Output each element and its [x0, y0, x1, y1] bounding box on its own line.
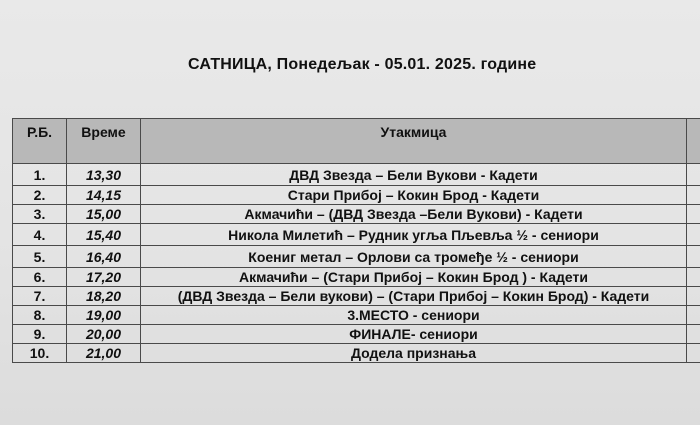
- row-number: 6.: [13, 268, 67, 287]
- row-extra-cell: [687, 344, 700, 363]
- schedule-title: САТНИЦА, Понедељак - 05.01. 2025. године: [188, 56, 537, 73]
- row-match: 3.МЕСТО - сениори: [141, 306, 687, 325]
- table-row: [13, 164, 700, 186]
- row-time: 17,20: [67, 268, 141, 287]
- row-extra-cell: [687, 224, 700, 246]
- row-number: 8.: [13, 306, 67, 325]
- row-extra-cell: [687, 325, 700, 344]
- row-number: 3.: [13, 205, 67, 224]
- row-time: 21,00: [67, 344, 141, 363]
- row-number: 4.: [13, 224, 67, 246]
- table-row: [13, 246, 700, 268]
- row-extra-cell: [687, 186, 700, 205]
- table-header-row: [13, 119, 700, 164]
- schedule-table: [12, 118, 700, 363]
- row-extra-cell: [687, 268, 700, 287]
- table-row: [13, 344, 700, 363]
- row-extra-cell: [687, 306, 700, 325]
- row-extra-cell: [687, 246, 700, 268]
- table-row: [13, 186, 700, 205]
- header-rb: Р.Б.: [13, 119, 67, 164]
- table-row: [13, 268, 700, 287]
- row-number: 9.: [13, 325, 67, 344]
- row-match: (ДВД Звезда – Бели вукови) – (Стари Прибој – Кокин Брод) - Кадети: [141, 287, 687, 306]
- row-time: 19,00: [67, 306, 141, 325]
- row-time: 16,40: [67, 246, 141, 268]
- row-match: Акмачићи – (ДВД Звезда –Бели Вукови) - Кадети: [141, 205, 687, 224]
- row-match: Акмачићи – (Стари Прибој – Кокин Брод ) - Кадети: [141, 268, 687, 287]
- header-time: Време: [67, 119, 141, 164]
- row-time: 15,00: [67, 205, 141, 224]
- row-time: 18,20: [67, 287, 141, 306]
- row-number: 2.: [13, 186, 67, 205]
- header-match: Утакмица: [141, 119, 687, 164]
- row-match: Додела признања: [141, 344, 687, 363]
- table-row: [13, 325, 700, 344]
- row-time: 14,15: [67, 186, 141, 205]
- row-number: 1.: [13, 164, 67, 186]
- row-extra-cell: [687, 164, 700, 186]
- row-match: Никола Милетић – Рудник угља Пљевља ½ - сениори: [141, 224, 687, 246]
- table-row: [13, 205, 700, 224]
- row-extra-cell: [687, 205, 700, 224]
- row-match: Стари Прибој – Кокин Брод - Кадети: [141, 186, 687, 205]
- row-time: 15,40: [67, 224, 141, 246]
- row-match: ФИНАЛЕ- сениори: [141, 325, 687, 344]
- row-extra-cell: [687, 287, 700, 306]
- header-extra-column: [687, 119, 700, 164]
- row-number: 5.: [13, 246, 67, 268]
- row-number: 10.: [13, 344, 67, 363]
- table-row: [13, 287, 700, 306]
- table-row: [13, 224, 700, 246]
- row-time: 20,00: [67, 325, 141, 344]
- row-number: 7.: [13, 287, 67, 306]
- table-row: [13, 306, 700, 325]
- row-time: 13,30: [67, 164, 141, 186]
- row-match: ДВД Звезда – Бели Вукови - Кадети: [141, 164, 687, 186]
- row-match: Коениг метал – Орлови са тромеђе ½ - сениори: [141, 246, 687, 268]
